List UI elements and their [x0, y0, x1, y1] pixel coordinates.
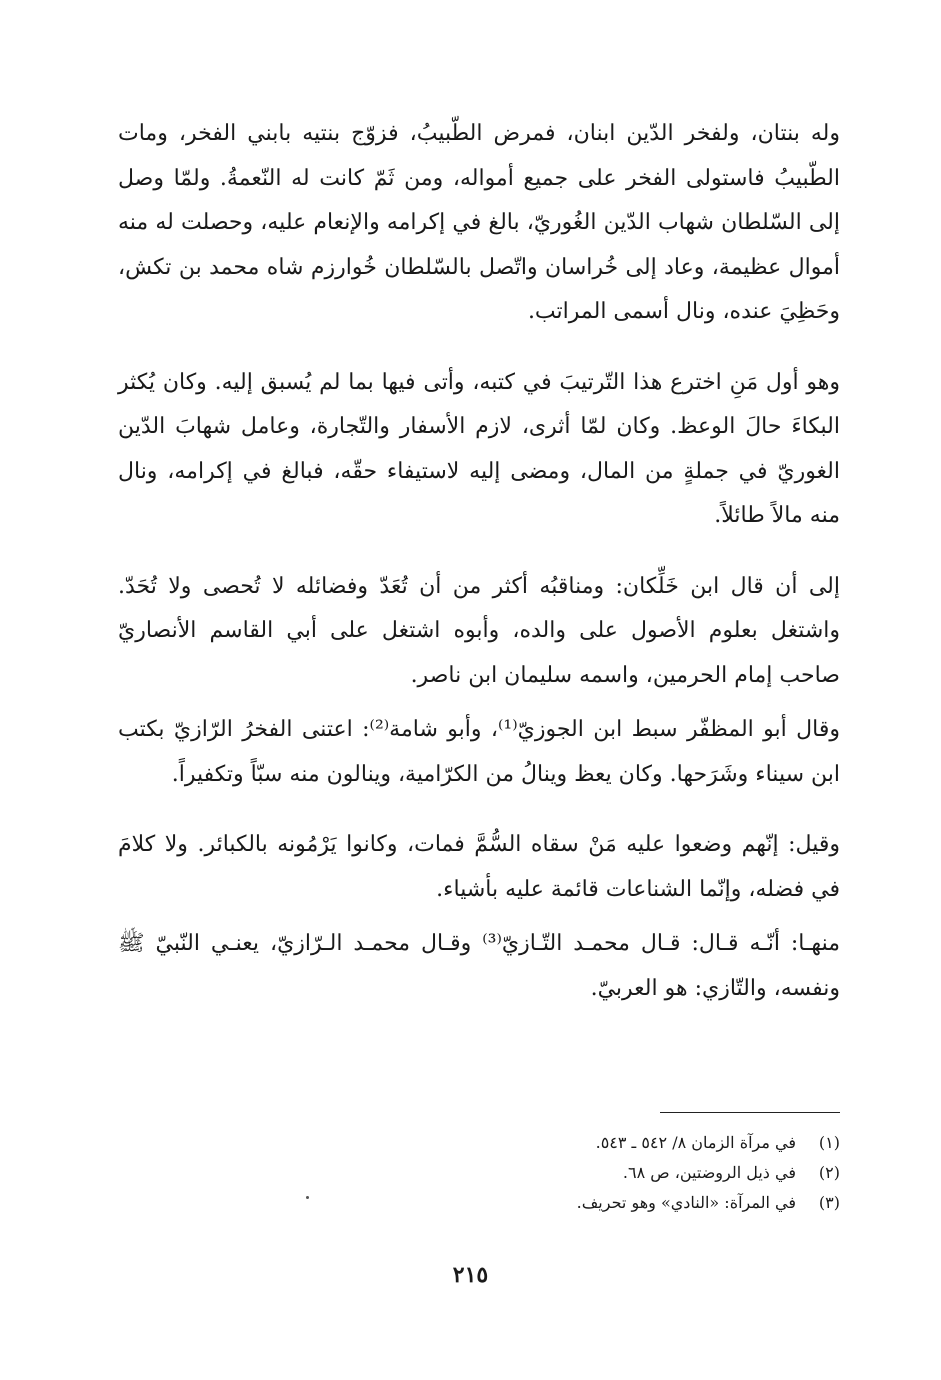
paragraph-4: وقال أبو المظفّر سبط ابن الجوزيّ⁽¹⁾، وأبو شامة⁽²⁾: اعتنى الفخرُ الرّازيّ بكتب ابن سيناء وشَرَحها. وكان يعظ وينالُ من الكرّامية، وينالون منه سبّاً وتكفيراً.: [118, 717, 840, 787]
main-text: [118, 112, 840, 1011]
page-number: ٢١٥: [452, 1262, 489, 1288]
footnote-number: (١): [818, 1133, 840, 1152]
footnotes: [300, 1128, 840, 1218]
footnote-text: في ذيل الروضتين، ص ٦٨.: [622, 1163, 796, 1182]
footnote: [300, 1188, 840, 1218]
footnote: [300, 1158, 840, 1188]
footnote-number: (٣): [818, 1193, 840, 1212]
paragraph-2: وهو أول مَنِ اخترع هذا التّرتيبَ في كتبه، وأتى فيها بما لم يُسبق إليه. وكان يُكثر البكاءَ حالَ الوعظ. وكان لمّا أثرى، لازم الأسفار والتّجارة، وعامل شهابَ الدّين الغوريّ في جملةٍ من المال، ومضى إليه لاستيفاء حقّه، فبالغ في إكرامه، ونال منه مالاً طائلاً.: [118, 369, 840, 528]
footnote-text: في مرآة الزمان ٨/ ٥٤٢ ـ ٥٤٣.: [595, 1133, 796, 1152]
paragraph-6: منهـا: أنّـه قـال: قـال محمـد التّـازيّ⁽³⁾ وقـال محمـد الـرّازيّ، يعنـي النّبيّ ﷺ ونفسه، والتّازي: هو العربيّ.: [118, 931, 840, 1001]
footnote-divider: [660, 1112, 840, 1113]
paragraph-3: إلى أن قال ابن خَلِّكان: ومناقبُه أكثر من أن تُعَدّ وفضائله لا تُحصى ولا تُحَدّ. واشتغل بعلوم الأصول على والده، وأبوه اشتغل على أبي القاسم الأنصاريّ صاحب إمام الحرمين، واسمه سليمان ابن ناصر.: [118, 573, 840, 688]
footnote-text: في المرآة: «النادي» وهو تحريف.: [576, 1193, 796, 1212]
paragraph-1: وله بنتان، ولفخر الدّين ابنان، فمرض الطّبيبُ، فزوّج بنتيه بابني الفخر، ومات الطّبيبُ فاستولى الفخر على جميع أمواله، ومن ثَمّ كانت له النّعمةُ. ولمّا وصل إلى السّلطان شهاب الدّين الغُوريّ، بالغ في إكرامه والإنعام عليه، وحصلت له منه أموال عظيمة، وعاد إلى خُراسان واتّصل بالسّلطان خُوارزم شاه محمد بن تكش، وحَظِيَ عنده، ونال أسمى المراتب.: [118, 121, 840, 324]
paragraph-5: وقيل: إنّهم وضعوا عليه مَنْ سقاه السُّمَّ فمات، وكانوا يَرْمُونه بالكبائر. ولا كلامَ في فضله، وإنّما الشناعات قائمة عليه بأشياء.: [118, 832, 840, 902]
footnote-number: (٢): [818, 1163, 840, 1182]
footnote: [300, 1128, 840, 1158]
print-speck: [306, 1196, 309, 1199]
